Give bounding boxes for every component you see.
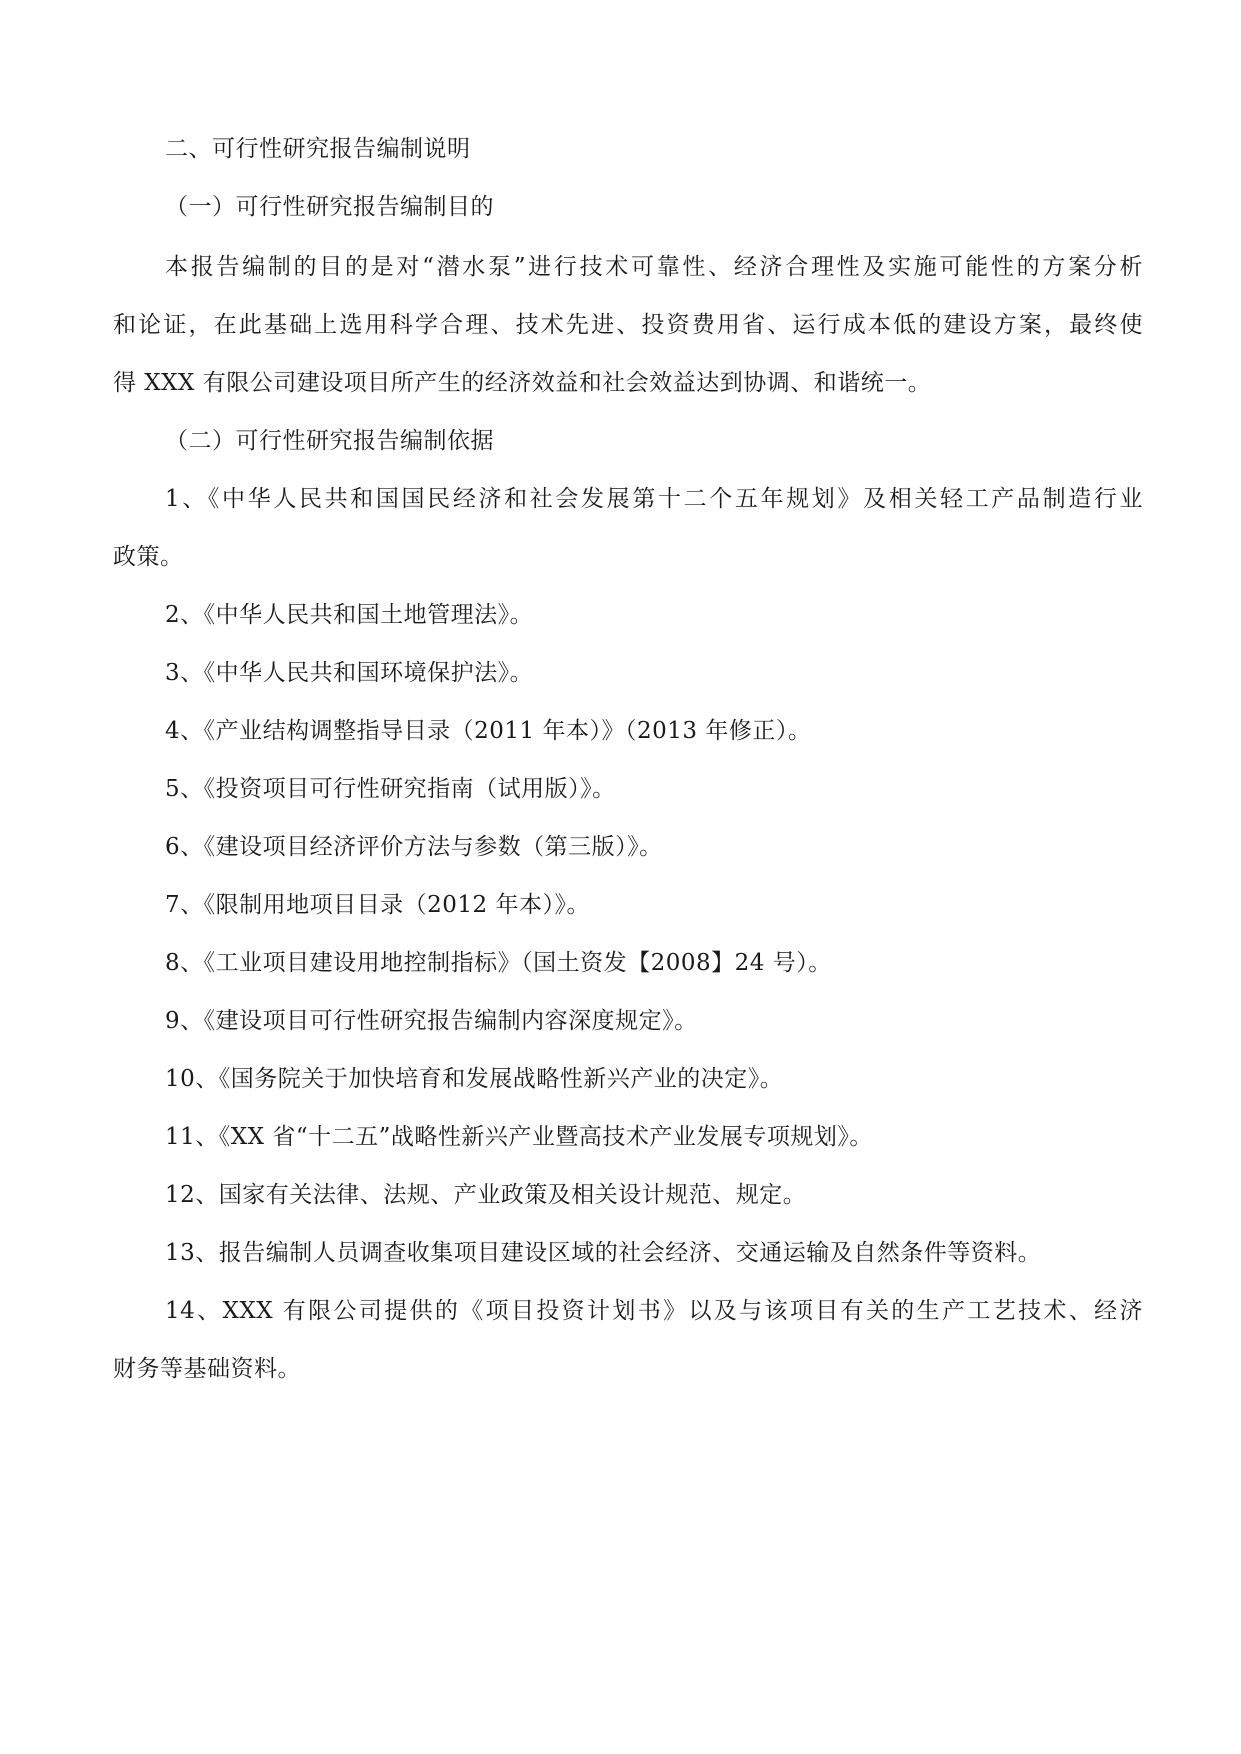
list-item: 11、《XX 省“十二五”战略性新兴产业暨高技术产业发展专项规划》。	[165, 1124, 873, 1150]
list-item: 8、《工业项目建设用地控制指标》（国土资发【2008】24 号）。	[165, 950, 832, 976]
section-heading: 二、可行性研究报告编制说明	[165, 136, 471, 162]
subsection-title-basis: （二）可行性研究报告编制依据	[165, 428, 494, 454]
list-item: 2、《中华人民共和国土地管理法》。	[165, 602, 534, 628]
list-item: 5、《投资项目可行性研究指南（试用版）》。	[165, 776, 616, 802]
list-item: 14、XXX 有限公司提供的《项目投资计划书》以及与该项目有关的生产工艺技术、经济	[165, 1298, 1143, 1324]
list-item: 4、《产业结构调整指导目录（2011 年本）》（2013 年修正）。	[165, 718, 812, 744]
paragraph-line: 得 XXX 有限公司建设项目所产生的经济效益和社会效益达到协调、和谐统一。	[113, 370, 932, 396]
list-item-continuation: 财务等基础资料。	[113, 1356, 301, 1382]
list-item: 6、《建设项目经济评价方法与参数（第三版）》。	[165, 834, 663, 860]
paragraph-line: 和论证，在此基础上选用科学合理、技术先进、投资费用省、运行成本低的建设方案，最终使	[113, 312, 1143, 338]
list-item: 12、国家有关法律、法规、产业政策及相关设计规范、规定。	[165, 1182, 807, 1208]
list-item: 13、报告编制人员调查收集项目建设区域的社会经济、交通运输及自然条件等资料。	[165, 1240, 1042, 1266]
list-item: 3、《中华人民共和国环境保护法》。	[165, 660, 534, 686]
list-item: 9、《建设项目可行性研究报告编制内容深度规定》。	[165, 1008, 698, 1034]
list-item: 7、《限制用地项目目录（2012 年本）》。	[165, 892, 590, 918]
list-item: 10、《国务院关于加快培育和发展战略性新兴产业的决定》。	[165, 1066, 784, 1092]
list-item-continuation: 政策。	[113, 544, 184, 570]
paragraph-line: 本报告编制的目的是对“潜水泵”进行技术可靠性、经济合理性及实施可能性的方案分析	[165, 254, 1143, 280]
subsection-title-purpose: （一）可行性研究报告编制目的	[165, 194, 494, 220]
list-item: 1、《中华人民共和国国民经济和社会发展第十二个五年规划》及相关轻工产品制造行业	[165, 486, 1143, 512]
